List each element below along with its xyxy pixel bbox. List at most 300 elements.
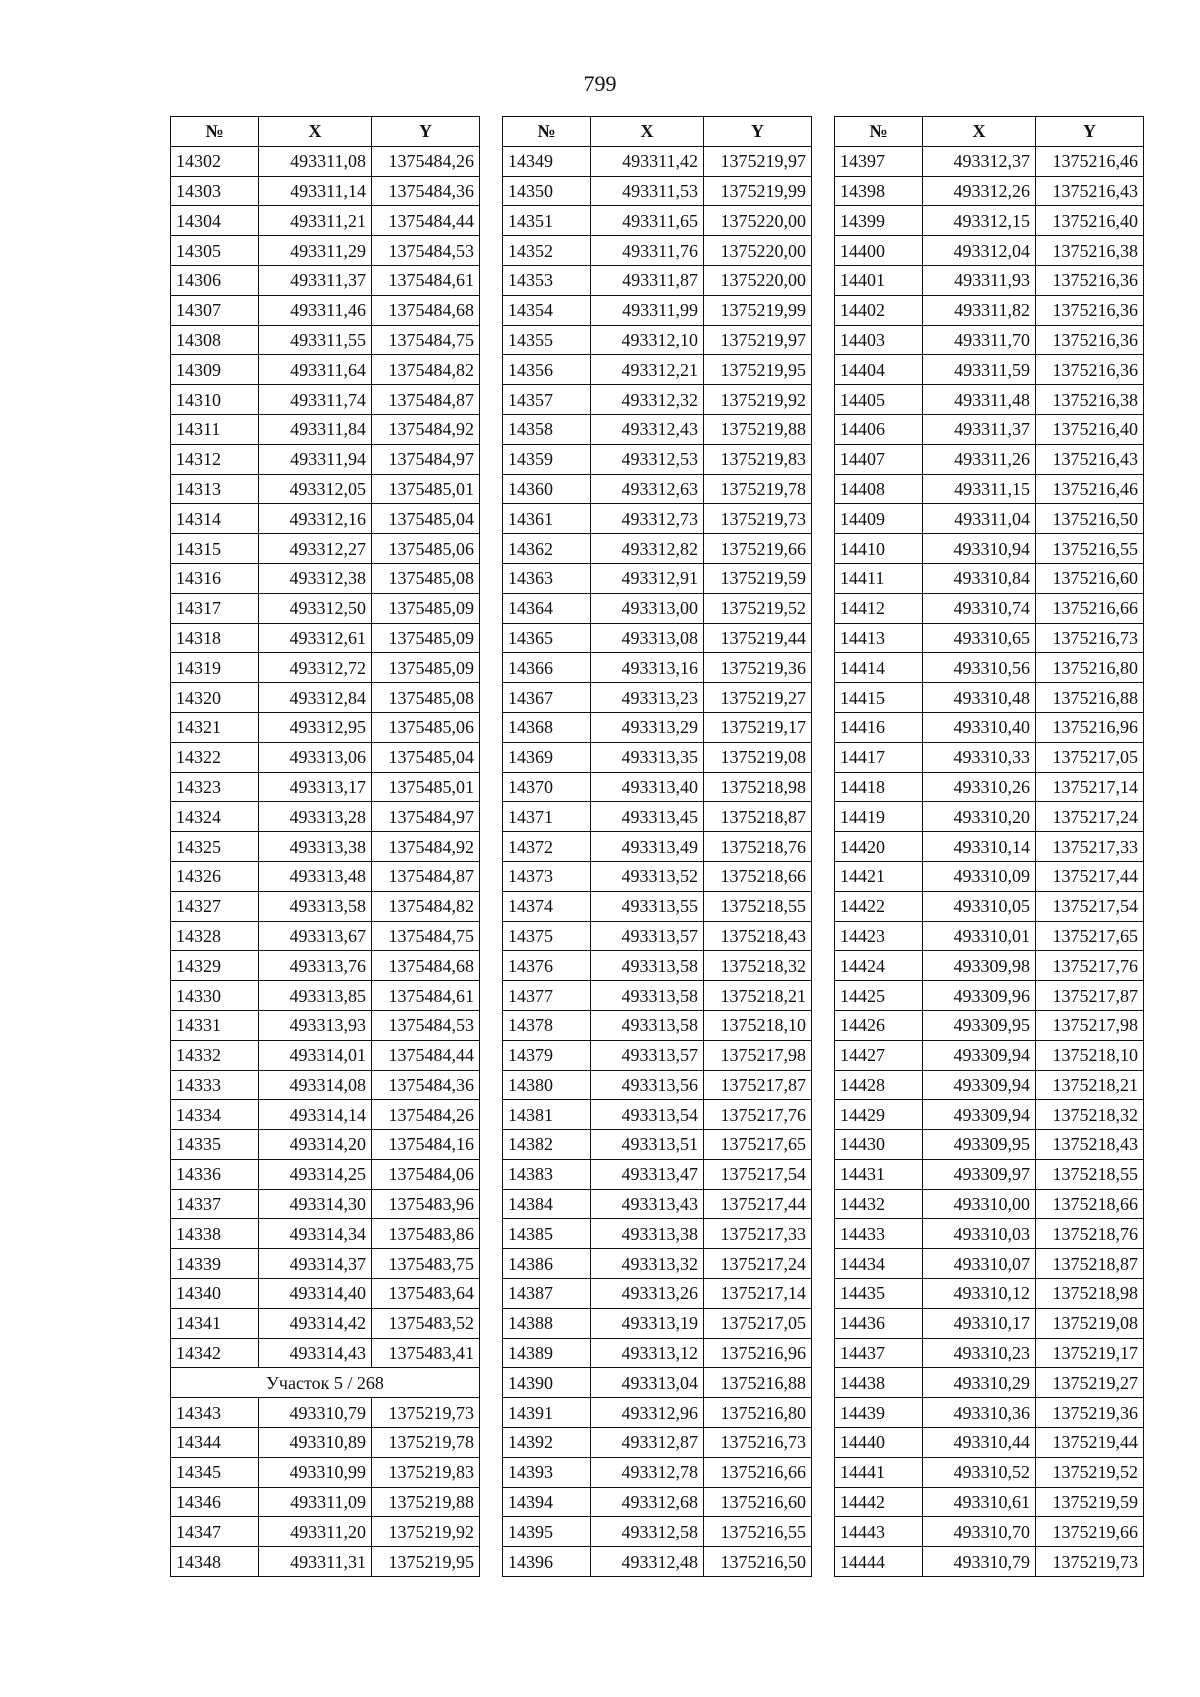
section-row [171,1368,480,1398]
x-coordinate-cell: 493313,06 [259,742,372,772]
point-number-cell: 14302 [171,146,259,176]
x-coordinate-cell: 493313,56 [591,1070,704,1100]
table-row [835,1130,1144,1160]
x-coordinate-cell: 493311,55 [259,325,372,355]
point-number-cell: 14386 [503,1249,591,1279]
table-row [503,1368,812,1398]
y-coordinate-cell: 1375218,10 [704,1010,812,1040]
table-body [835,146,1144,1576]
point-number-cell: 14355 [503,325,591,355]
point-number-cell: 14411 [835,563,923,593]
y-coordinate-cell: 1375217,14 [704,1279,812,1309]
x-coordinate-cell: 493310,94 [923,534,1036,564]
point-number-cell: 14380 [503,1070,591,1100]
table-row [503,444,812,474]
table-row [835,1338,1144,1368]
y-coordinate-cell: 1375216,40 [1036,206,1144,236]
point-number-cell: 14417 [835,742,923,772]
x-coordinate-cell: 493310,44 [923,1428,1036,1458]
y-coordinate-cell: 1375483,96 [372,1189,480,1219]
table-row [171,265,480,295]
y-coordinate-cell: 1375219,88 [704,414,812,444]
y-coordinate-cell: 1375485,01 [372,474,480,504]
y-coordinate-cell: 1375219,78 [372,1428,480,1458]
y-coordinate-cell: 1375483,52 [372,1308,480,1338]
y-coordinate-cell: 1375217,98 [704,1040,812,1070]
y-coordinate-cell: 1375216,96 [1036,712,1144,742]
point-number-cell: 14434 [835,1249,923,1279]
point-number-cell: 14310 [171,385,259,415]
x-coordinate-cell: 493313,38 [259,832,372,862]
y-coordinate-cell: 1375485,08 [372,683,480,713]
point-number-cell: 14385 [503,1219,591,1249]
point-number-cell: 14405 [835,385,923,415]
x-coordinate-cell: 493313,43 [591,1189,704,1219]
point-number-cell: 14413 [835,623,923,653]
x-coordinate-cell: 493314,43 [259,1338,372,1368]
point-number-cell: 14390 [503,1368,591,1398]
y-coordinate-cell: 1375218,98 [1036,1279,1144,1309]
point-number-cell: 14384 [503,1189,591,1219]
table-row [171,1010,480,1040]
point-number-cell: 14392 [503,1428,591,1458]
table-row [835,1159,1144,1189]
table-row [503,1338,812,1368]
y-coordinate-cell: 1375216,60 [704,1487,812,1517]
y-coordinate-cell: 1375484,87 [372,385,480,415]
table-row [835,1070,1144,1100]
table-row [503,355,812,385]
y-coordinate-cell: 1375217,33 [1036,832,1144,862]
table-row [503,772,812,802]
y-coordinate-cell: 1375216,38 [1036,385,1144,415]
table-row [171,385,480,415]
point-number-cell: 14365 [503,623,591,653]
y-coordinate-cell: 1375484,53 [372,236,480,266]
coordinate-table-middle [502,116,812,1577]
x-coordinate-cell: 493313,40 [591,772,704,802]
table-row [503,206,812,236]
point-number-cell: 14427 [835,1040,923,1070]
table-row [835,385,1144,415]
table-row [171,355,480,385]
table-row [171,1100,480,1130]
table-row [503,1428,812,1458]
table-row [503,981,812,1011]
table-row [835,265,1144,295]
table-row [171,921,480,951]
point-number-cell: 14403 [835,325,923,355]
x-coordinate-cell: 493311,93 [923,265,1036,295]
table-row [835,1308,1144,1338]
x-coordinate-cell: 493311,31 [259,1547,372,1577]
y-coordinate-cell: 1375216,66 [1036,593,1144,623]
x-coordinate-cell: 493311,26 [923,444,1036,474]
table-row [171,593,480,623]
x-coordinate-cell: 493309,98 [923,951,1036,981]
point-number-cell: 14304 [171,206,259,236]
y-coordinate-cell: 1375219,83 [372,1457,480,1487]
table-row [171,832,480,862]
y-coordinate-cell: 1375216,88 [1036,683,1144,713]
table-row [835,802,1144,832]
point-number-cell: 14329 [171,951,259,981]
y-coordinate-cell: 1375483,64 [372,1279,480,1309]
point-number-cell: 14305 [171,236,259,266]
y-coordinate-cell: 1375217,44 [1036,861,1144,891]
y-coordinate-cell: 1375216,46 [1036,146,1144,176]
point-number-cell: 14421 [835,861,923,891]
x-coordinate-cell: 493310,99 [259,1457,372,1487]
table-row [835,534,1144,564]
point-number-cell: 14428 [835,1070,923,1100]
x-coordinate-cell: 493312,21 [591,355,704,385]
x-coordinate-cell: 493312,68 [591,1487,704,1517]
table-row [171,981,480,1011]
table-row [835,444,1144,474]
point-number-cell: 14353 [503,265,591,295]
table-row [503,742,812,772]
table-body [503,146,812,1576]
x-coordinate-cell: 493312,27 [259,534,372,564]
y-coordinate-cell: 1375219,66 [704,534,812,564]
x-coordinate-cell: 493310,36 [923,1398,1036,1428]
table-row [835,1040,1144,1070]
point-number-cell: 14347 [171,1517,259,1547]
table-row [171,206,480,236]
column-header-y: Y [372,117,480,147]
x-coordinate-cell: 493312,16 [259,504,372,534]
table-row [503,414,812,444]
x-coordinate-cell: 493314,14 [259,1100,372,1130]
x-coordinate-cell: 493314,30 [259,1189,372,1219]
point-number-cell: 14398 [835,176,923,206]
y-coordinate-cell: 1375218,32 [1036,1100,1144,1130]
x-coordinate-cell: 493313,57 [591,921,704,951]
y-coordinate-cell: 1375218,76 [704,832,812,862]
point-number-cell: 14342 [171,1338,259,1368]
point-number-cell: 14444 [835,1547,923,1577]
point-number-cell: 14358 [503,414,591,444]
table-row [835,921,1144,951]
y-coordinate-cell: 1375219,95 [704,355,812,385]
point-number-cell: 14396 [503,1547,591,1577]
y-coordinate-cell: 1375219,92 [372,1517,480,1547]
column-header-x: X [923,117,1036,147]
point-number-cell: 14376 [503,951,591,981]
y-coordinate-cell: 1375216,36 [1036,295,1144,325]
table-row [171,1189,480,1219]
x-coordinate-cell: 493310,14 [923,832,1036,862]
x-coordinate-cell: 493311,29 [259,236,372,266]
y-coordinate-cell: 1375219,78 [704,474,812,504]
table-row [503,504,812,534]
x-coordinate-cell: 493313,58 [591,951,704,981]
y-coordinate-cell: 1375218,55 [1036,1159,1144,1189]
x-coordinate-cell: 493313,48 [259,861,372,891]
y-coordinate-cell: 1375216,43 [1036,444,1144,474]
table-row [171,1428,480,1458]
y-coordinate-cell: 1375216,36 [1036,325,1144,355]
table-row [503,1547,812,1577]
y-coordinate-cell: 1375217,44 [704,1189,812,1219]
point-number-cell: 14424 [835,951,923,981]
point-number-cell: 14404 [835,355,923,385]
table-row [503,861,812,891]
table-row [835,355,1144,385]
x-coordinate-cell: 493313,00 [591,593,704,623]
x-coordinate-cell: 493312,96 [591,1398,704,1428]
x-coordinate-cell: 493312,95 [259,712,372,742]
point-number-cell: 14389 [503,1338,591,1368]
y-coordinate-cell: 1375219,17 [1036,1338,1144,1368]
x-coordinate-cell: 493309,97 [923,1159,1036,1189]
x-coordinate-cell: 493310,89 [259,1428,372,1458]
point-number-cell: 14336 [171,1159,259,1189]
x-coordinate-cell: 493311,74 [259,385,372,415]
x-coordinate-cell: 493311,20 [259,1517,372,1547]
x-coordinate-cell: 493311,42 [591,146,704,176]
x-coordinate-cell: 493310,33 [923,742,1036,772]
point-number-cell: 14438 [835,1368,923,1398]
point-number-cell: 14318 [171,623,259,653]
table-row [171,1219,480,1249]
x-coordinate-cell: 493312,15 [923,206,1036,236]
y-coordinate-cell: 1375219,97 [704,325,812,355]
y-coordinate-cell: 1375219,99 [704,295,812,325]
point-number-cell: 14344 [171,1428,259,1458]
y-coordinate-cell: 1375484,92 [372,414,480,444]
table-row [503,534,812,564]
y-coordinate-cell: 1375216,36 [1036,355,1144,385]
y-coordinate-cell: 1375485,09 [372,623,480,653]
point-number-cell: 14345 [171,1457,259,1487]
x-coordinate-cell: 493312,38 [259,563,372,593]
y-coordinate-cell: 1375484,68 [372,951,480,981]
table-row [171,772,480,802]
x-coordinate-cell: 493311,15 [923,474,1036,504]
table-row [503,1040,812,1070]
x-coordinate-cell: 493313,12 [591,1338,704,1368]
table-row [171,504,480,534]
table-row [835,325,1144,355]
y-coordinate-cell: 1375216,55 [704,1517,812,1547]
point-number-cell: 14423 [835,921,923,951]
y-coordinate-cell: 1375217,87 [1036,981,1144,1011]
y-coordinate-cell: 1375217,14 [1036,772,1144,802]
y-coordinate-cell: 1375220,00 [704,206,812,236]
point-number-cell: 14333 [171,1070,259,1100]
table-row [835,206,1144,236]
table-row [503,1219,812,1249]
x-coordinate-cell: 493310,23 [923,1338,1036,1368]
y-coordinate-cell: 1375484,97 [372,802,480,832]
y-coordinate-cell: 1375216,60 [1036,563,1144,593]
point-number-cell: 14315 [171,534,259,564]
y-coordinate-cell: 1375217,24 [1036,802,1144,832]
point-number-cell: 14356 [503,355,591,385]
y-coordinate-cell: 1375219,17 [704,712,812,742]
x-coordinate-cell: 493312,43 [591,414,704,444]
table-row [503,1279,812,1309]
table-row [835,1279,1144,1309]
x-coordinate-cell: 493314,40 [259,1279,372,1309]
x-coordinate-cell: 493313,58 [591,981,704,1011]
y-coordinate-cell: 1375485,08 [372,563,480,593]
column-header-x: X [591,117,704,147]
table-row [835,1428,1144,1458]
y-coordinate-cell: 1375216,38 [1036,236,1144,266]
y-coordinate-cell: 1375217,87 [704,1070,812,1100]
table-row [503,1517,812,1547]
x-coordinate-cell: 493312,58 [591,1517,704,1547]
table-row [503,1130,812,1160]
table-row [835,1487,1144,1517]
point-number-cell: 14331 [171,1010,259,1040]
x-coordinate-cell: 493312,32 [591,385,704,415]
x-coordinate-cell: 493314,37 [259,1249,372,1279]
table-row [503,1010,812,1040]
point-number-cell: 14412 [835,593,923,623]
point-number-cell: 14367 [503,683,591,713]
column-header-number: № [171,117,259,147]
y-coordinate-cell: 1375219,44 [704,623,812,653]
table-row [503,146,812,176]
y-coordinate-cell: 1375484,92 [372,832,480,862]
table-header-row [171,117,480,147]
x-coordinate-cell: 493313,52 [591,861,704,891]
y-coordinate-cell: 1375216,36 [1036,265,1144,295]
table-row [835,891,1144,921]
table-row [503,295,812,325]
x-coordinate-cell: 493312,61 [259,623,372,653]
point-number-cell: 14430 [835,1130,923,1160]
y-coordinate-cell: 1375484,44 [372,1040,480,1070]
y-coordinate-cell: 1375483,75 [372,1249,480,1279]
point-number-cell: 14383 [503,1159,591,1189]
table-row [835,1219,1144,1249]
y-coordinate-cell: 1375484,26 [372,1100,480,1130]
table-row [503,265,812,295]
y-coordinate-cell: 1375218,32 [704,951,812,981]
x-coordinate-cell: 493310,01 [923,921,1036,951]
point-number-cell: 14375 [503,921,591,951]
y-coordinate-cell: 1375217,05 [1036,742,1144,772]
y-coordinate-cell: 1375216,88 [704,1368,812,1398]
point-number-cell: 14414 [835,653,923,683]
table-row [503,1308,812,1338]
x-coordinate-cell: 493309,94 [923,1070,1036,1100]
point-number-cell: 14442 [835,1487,923,1517]
x-coordinate-cell: 493313,04 [591,1368,704,1398]
y-coordinate-cell: 1375219,95 [372,1547,480,1577]
table-row [835,1457,1144,1487]
page-number: 799 [583,71,617,96]
x-coordinate-cell: 493312,63 [591,474,704,504]
point-number-cell: 14393 [503,1457,591,1487]
point-number-cell: 14309 [171,355,259,385]
x-coordinate-cell: 493313,58 [591,1010,704,1040]
table-row [835,981,1144,1011]
y-coordinate-cell: 1375484,68 [372,295,480,325]
y-coordinate-cell: 1375484,97 [372,444,480,474]
x-coordinate-cell: 493311,87 [591,265,704,295]
point-number-cell: 14422 [835,891,923,921]
point-number-cell: 14425 [835,981,923,1011]
y-coordinate-cell: 1375484,61 [372,265,480,295]
y-coordinate-cell: 1375485,06 [372,712,480,742]
x-coordinate-cell: 493311,14 [259,176,372,206]
point-number-cell: 14357 [503,385,591,415]
x-coordinate-cell: 493312,50 [259,593,372,623]
x-coordinate-cell: 493313,93 [259,1010,372,1040]
x-coordinate-cell: 493309,94 [923,1100,1036,1130]
table-row [171,1517,480,1547]
y-coordinate-cell: 1375217,98 [1036,1010,1144,1040]
point-number-cell: 14366 [503,653,591,683]
table-row [835,146,1144,176]
x-coordinate-cell: 493313,67 [259,921,372,951]
y-coordinate-cell: 1375216,73 [704,1428,812,1458]
table-row [835,563,1144,593]
y-coordinate-cell: 1375216,96 [704,1338,812,1368]
y-coordinate-cell: 1375216,55 [1036,534,1144,564]
y-coordinate-cell: 1375217,76 [1036,951,1144,981]
table-row [171,712,480,742]
y-coordinate-cell: 1375218,55 [704,891,812,921]
y-coordinate-cell: 1375217,76 [704,1100,812,1130]
y-coordinate-cell: 1375218,98 [704,772,812,802]
point-number-cell: 14340 [171,1279,259,1309]
point-number-cell: 14406 [835,414,923,444]
x-coordinate-cell: 493312,78 [591,1457,704,1487]
point-number-cell: 14391 [503,1398,591,1428]
y-coordinate-cell: 1375219,88 [372,1487,480,1517]
table-row [503,1457,812,1487]
point-number-cell: 14435 [835,1279,923,1309]
y-coordinate-cell: 1375217,05 [704,1308,812,1338]
y-coordinate-cell: 1375219,92 [704,385,812,415]
x-coordinate-cell: 493310,09 [923,861,1036,891]
point-number-cell: 14321 [171,712,259,742]
table-row [835,861,1144,891]
x-coordinate-cell: 493314,01 [259,1040,372,1070]
x-coordinate-cell: 493313,57 [591,1040,704,1070]
y-coordinate-cell: 1375484,87 [372,861,480,891]
point-number-cell: 14440 [835,1428,923,1458]
table-row [171,1159,480,1189]
x-coordinate-cell: 493313,58 [259,891,372,921]
column-header-number: № [835,117,923,147]
point-number-cell: 14348 [171,1547,259,1577]
x-coordinate-cell: 493311,21 [259,206,372,236]
y-coordinate-cell: 1375485,04 [372,742,480,772]
x-coordinate-cell: 493311,64 [259,355,372,385]
table-row [835,474,1144,504]
y-coordinate-cell: 1375218,66 [704,861,812,891]
y-coordinate-cell: 1375217,54 [1036,891,1144,921]
point-number-cell: 14352 [503,236,591,266]
x-coordinate-cell: 493310,40 [923,712,1036,742]
table-row [503,921,812,951]
table-row [171,236,480,266]
x-coordinate-cell: 493312,87 [591,1428,704,1458]
point-number-cell: 14378 [503,1010,591,1040]
point-number-cell: 14350 [503,176,591,206]
table-row [503,1398,812,1428]
point-number-cell: 14306 [171,265,259,295]
x-coordinate-cell: 493311,84 [259,414,372,444]
